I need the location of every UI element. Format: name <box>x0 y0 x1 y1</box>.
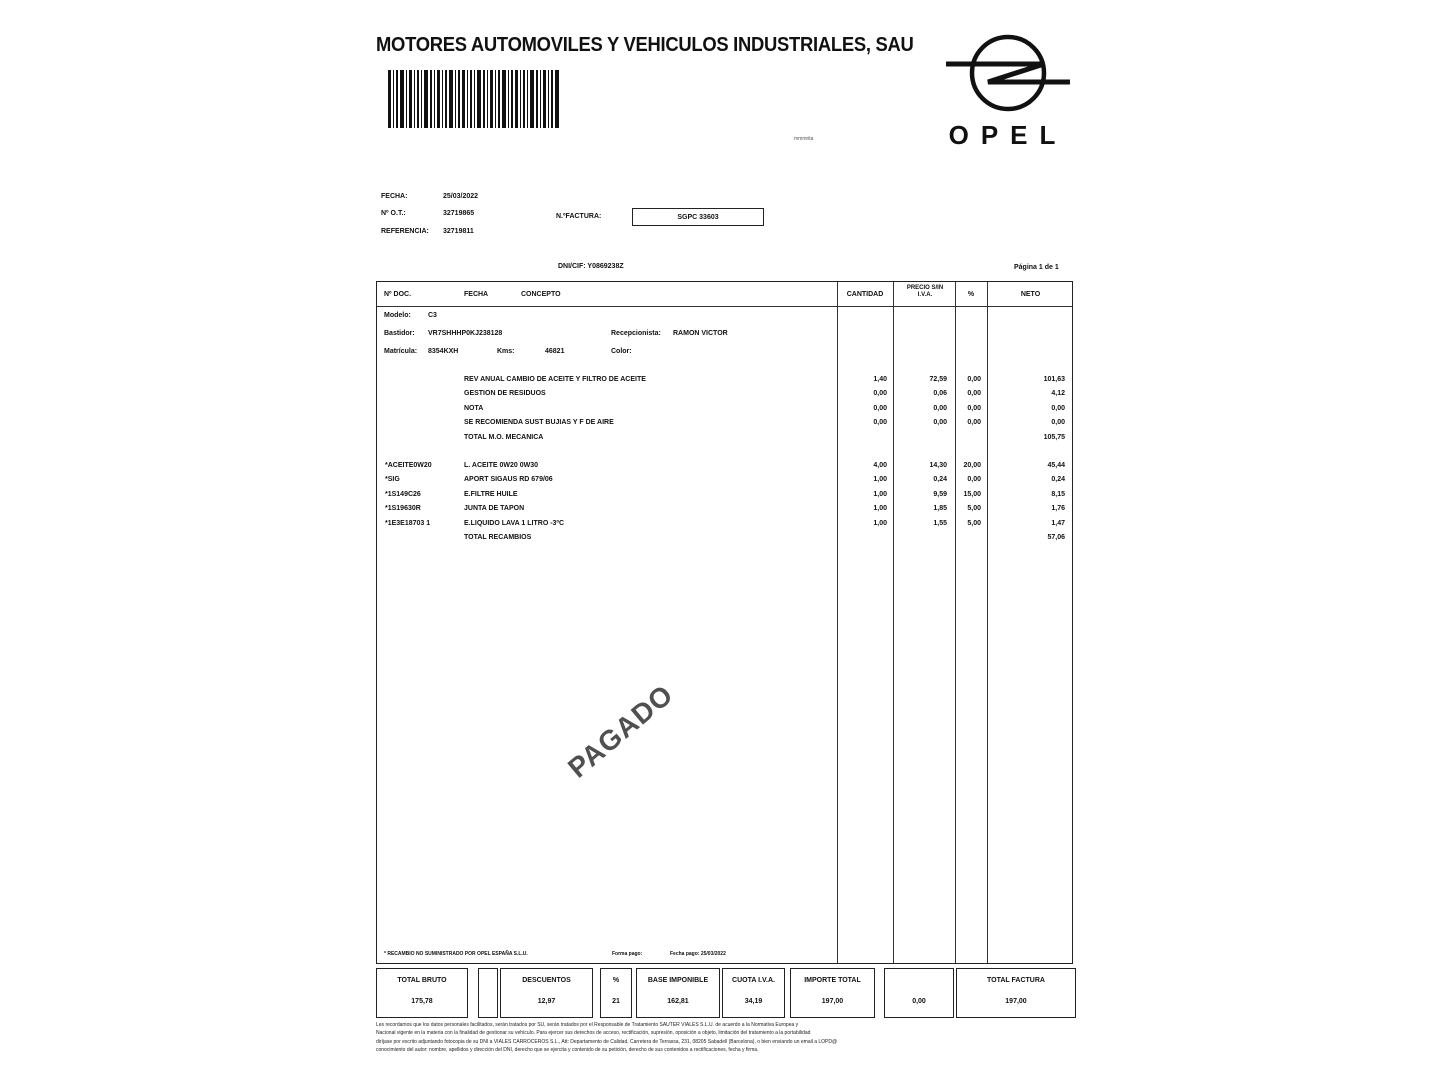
cell-net: 8,15 <box>1051 490 1065 498</box>
cell-pct: 0,00 <box>967 376 981 383</box>
paid-stamp: PAGADO <box>562 678 680 784</box>
factura-label: N.ºFACTURA: <box>556 213 602 220</box>
modelo-label: Modelo: <box>384 312 411 319</box>
total-label: TOTAL BRUTO <box>397 977 447 984</box>
total-label: DESCUENTOS <box>522 977 571 984</box>
matricula-value: 8354KXH <box>428 348 459 355</box>
cell-concept: E.LIQUIDO LAVA 1 LITRO -3ºC <box>464 519 565 527</box>
cell-qty: 1,40 <box>873 376 887 383</box>
color-label: Color: <box>611 348 632 355</box>
receptionist-label: Recepcionista: <box>611 330 661 337</box>
cell-price: 9,59 <box>933 490 947 498</box>
cell-qty: 1,00 <box>873 505 887 513</box>
cell-price: 72,59 <box>929 376 947 383</box>
cell-qty: 0,00 <box>873 419 887 427</box>
cell-pct: 5,00 <box>967 505 981 513</box>
cell-concept: TOTAL RECAMBIOS <box>464 534 532 541</box>
total-value: 175,78 <box>411 998 433 1005</box>
cell-concept: TOTAL M.O. MECANICA <box>464 433 544 441</box>
cell-price: 0,24 <box>933 476 947 484</box>
total-box <box>500 968 593 1018</box>
col-header-pct: % <box>967 291 975 298</box>
referencia-line <box>381 228 474 235</box>
cell-net: 1,47 <box>1051 519 1065 527</box>
cell-concept: JUNTA DE TAPON <box>464 505 525 513</box>
total-label: IMPORTE TOTAL <box>804 977 861 984</box>
cell-price: 0,06 <box>933 390 947 398</box>
table-row <box>377 476 1072 490</box>
legal-line: Les recordamos que los datos personales facilitados, serán tratados por SU, serán tratados por el Responsable de Tratamiento SAUTER VIALES S.L.U. de acuerdo a la Normativa Europea y <box>376 1022 799 1028</box>
cell-qty: 4,00 <box>873 462 887 469</box>
table-row <box>377 376 1072 390</box>
table-row <box>377 419 1072 433</box>
cell-concept: E.FILTRE HUILE <box>464 490 518 498</box>
table-row <box>377 534 1072 548</box>
cell-code: *1S19630R <box>385 505 421 513</box>
cell-price: 1,55 <box>933 519 947 527</box>
cell-code: *1S149C26 <box>385 490 421 498</box>
total-value: 162,81 <box>667 998 689 1005</box>
cell-net: 1,76 <box>1051 505 1065 513</box>
cell-pct: 20,00 <box>963 462 981 469</box>
col-header-cantidad: CANTIDAD <box>846 291 884 298</box>
cell-pct: 0,00 <box>967 419 981 427</box>
cell-net: 57,06 <box>1047 534 1065 541</box>
cell-pct: 0,00 <box>967 476 981 484</box>
kms-label: Kms: <box>497 348 515 355</box>
table-row <box>377 520 1072 534</box>
cell-concept: REV ANUAL CAMBIO DE ACEITE Y FILTRO DE ACEITE <box>464 376 646 383</box>
cell-concept: SE RECOMIENDA SUST BUJIAS Y F DE AIRE <box>464 419 614 427</box>
cell-qty: 1,00 <box>873 490 887 498</box>
factura-number: SGPC 33603 <box>632 208 764 226</box>
bastidor-label: Bastidor: <box>384 330 415 337</box>
total-box <box>722 968 785 1018</box>
col-header-concepto: CONCEPTO <box>521 291 561 298</box>
table-row <box>377 505 1072 519</box>
ot-line <box>381 210 474 217</box>
total-value: 197,00 <box>821 998 844 1005</box>
total-value: 12,97 <box>537 998 556 1005</box>
vehicle-modelo <box>384 312 437 319</box>
total-value: 197,00 <box>1005 998 1027 1005</box>
total-label: CUOTA I.V.A. <box>732 977 775 984</box>
legal-line: diríjase por escrito adjuntando fotocopia de su DNI a VIALES CARROCEROS S.L., Att: Departamento de Calidad, Carretera de Terrassa, 231, 08205 Sabadell (Barcelona), o bien enviando un email a LOPD@ <box>376 1038 838 1045</box>
vehicle-color <box>611 348 632 355</box>
cell-qty: 0,00 <box>873 404 887 412</box>
ot-label: Nº O.T.: <box>381 210 406 217</box>
vehicle-kms <box>497 348 564 355</box>
receptionist-value: RAMON VICTOR <box>673 330 728 337</box>
cell-concept: GESTION DE RESIDUOS <box>464 390 546 398</box>
vehicle-receptionist <box>611 330 728 337</box>
barcode-caption: mmmrita <box>794 136 814 142</box>
total-box <box>600 968 632 1018</box>
brand-wordmark: OPEL <box>948 120 1068 150</box>
cell-net: 0,00 <box>1051 419 1065 427</box>
cell-net: 45,44 <box>1047 462 1065 469</box>
cell-qty: 1,00 <box>873 476 887 484</box>
payment-date: Fecha pago: 25/03/2022 <box>670 951 726 957</box>
cell-pct: 0,00 <box>967 404 981 412</box>
total-label: % <box>612 977 620 984</box>
cell-code: *ACEITE0W20 <box>385 462 432 469</box>
referencia-label: REFERENCIA: <box>381 228 429 235</box>
cell-qty: 0,00 <box>873 390 887 398</box>
header-divider <box>377 306 1072 307</box>
kms-value: 46821 <box>545 348 565 355</box>
cell-price: 0,00 <box>933 419 947 427</box>
cell-net: 101,63 <box>1043 376 1065 383</box>
cell-concept: NOTA <box>464 404 484 412</box>
modelo-value: C3 <box>428 312 437 319</box>
vehicle-matricula <box>384 348 458 355</box>
total-box <box>478 968 498 1018</box>
cell-net: 0,24 <box>1051 476 1065 484</box>
matricula-label: Matrícula: <box>384 348 418 355</box>
cell-price: 0,00 <box>933 404 947 412</box>
col-header-fecha: FECHA <box>464 291 489 298</box>
page-indicator: Página 1 de 1 <box>1014 264 1059 271</box>
table-row <box>377 390 1072 404</box>
cell-qty: 1,00 <box>873 519 887 527</box>
total-value: 34,19 <box>744 998 763 1005</box>
legal-line: conocimiento del autor: nombre, apellidos y dirección del DNI, derecho que se ejercita y contenido de su petición, derecho de sus contenidos a rectificaciones, fecha y firma. <box>376 1047 759 1054</box>
company-name: MOTORES AUTOMOVILES Y VEHICULOS INDUSTRIALES, SAU <box>376 34 914 56</box>
total-label: BASE IMPONIBLE <box>647 977 709 984</box>
parts-note: * RECAMBIO NO SUMINISTRADO POR OPEL ESPAÑA S.L.U. <box>384 951 528 957</box>
fecha-label: FECHA: <box>381 193 408 200</box>
col-header-neto: NETO <box>1020 291 1041 298</box>
cell-code: *1E3E18703 1 <box>385 519 431 527</box>
total-value: 0,00 <box>912 998 926 1005</box>
vehicle-bastidor <box>384 330 502 337</box>
col-header-doc: Nº DOC. <box>384 291 412 298</box>
ot-value: 32719865 <box>443 210 475 217</box>
col-header-precio: PRECIO S/IN I.V.A. <box>906 285 944 298</box>
cell-net: 4,12 <box>1051 390 1065 398</box>
invoice-lines-table <box>376 281 1073 964</box>
cell-pct: 5,00 <box>967 519 981 527</box>
customer-cif: DNI/CIF: Y0869238Z <box>558 263 624 270</box>
fecha-line <box>381 193 478 200</box>
barcode-image <box>388 70 560 128</box>
legal-text <box>376 1021 1076 1055</box>
fecha-value: 25/03/2022 <box>443 193 479 200</box>
cell-price: 1,85 <box>933 505 947 513</box>
cell-pct: 0,00 <box>967 390 981 398</box>
total-box <box>956 968 1076 1018</box>
total-value: 21 <box>612 998 620 1005</box>
cell-net: 105,75 <box>1043 433 1065 441</box>
table-row <box>377 491 1072 505</box>
cell-price: 14,30 <box>929 462 947 469</box>
total-box <box>790 968 875 1018</box>
total-box <box>636 968 720 1018</box>
total-box <box>884 968 954 1018</box>
table-row <box>377 405 1072 419</box>
referencia-value: 32719811 <box>443 228 474 235</box>
cell-concept: APORT SIGAUS RD 679/06 <box>464 476 553 484</box>
payment-form: Forma pago: <box>612 951 643 957</box>
table-row <box>377 434 1072 448</box>
cell-net: 0,00 <box>1051 404 1065 412</box>
cell-concept: L. ACEITE 0W20 0W30 <box>464 462 539 469</box>
cell-pct: 15,00 <box>963 490 981 498</box>
cell-code: *SIG <box>385 476 400 484</box>
total-box <box>376 968 468 1018</box>
total-label: TOTAL FACTURA <box>987 977 1045 984</box>
bastidor-value: VR7SHHHP0KJ238128 <box>428 330 503 337</box>
table-row <box>377 462 1072 476</box>
legal-line: Nacional vigente en la materia con la finalidad de gestionar su vehículo. Para ejercer sus derechos de acceso, rectificación, supresión, oposición a objeto, limitación del tratamiento a la portabilidad <box>376 1030 811 1037</box>
